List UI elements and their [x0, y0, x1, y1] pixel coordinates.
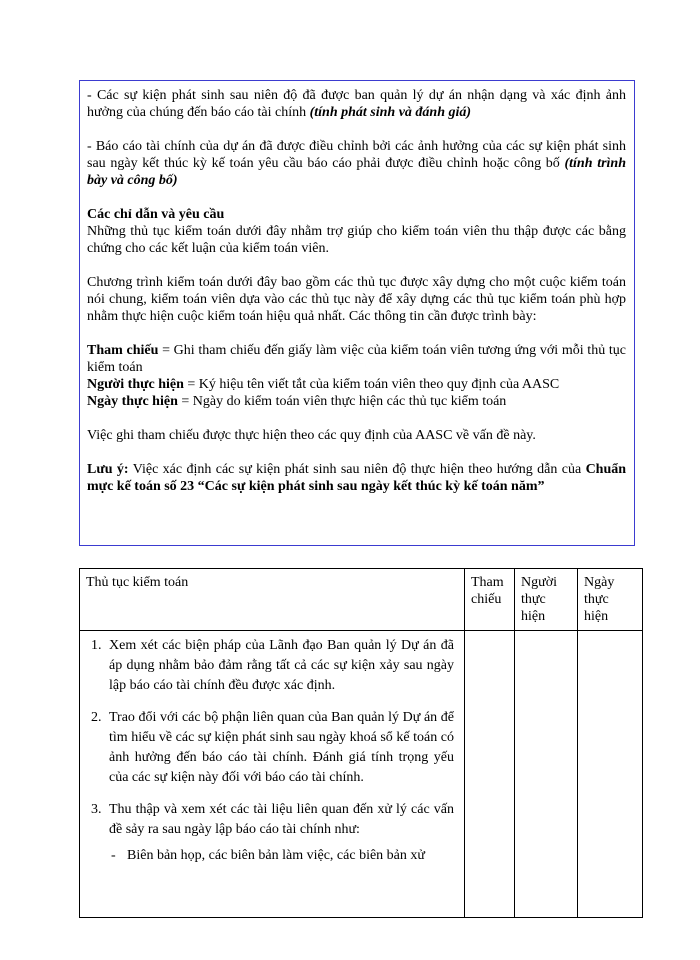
header-procedure: Thủ tục kiểm toán	[80, 569, 465, 631]
definition-date: Ngày thực hiện = Ngày do kiểm toán viên thực hiện các thủ tục kiểm toán	[87, 394, 507, 409]
paragraph-statements-adjusted: - Báo cáo tài chính của dự án đã được điều chỉnh bởi các ảnh hưởng của các sự kiện phát sinh sau ngày kết thúc kỳ kế toán yêu cầu báo cáo phải được điều chỉnh hoặc công bố (tính trình bày và công bố)	[87, 139, 626, 188]
header-reference: Tham chiếu	[465, 569, 515, 631]
instructions-box	[79, 80, 635, 546]
date-cell	[578, 631, 643, 918]
list-item: 1. Xem xét các biện pháp của Lãnh đạo Ban quản lý Dự án đã áp dụng nhằm bảo đảm rằng tất cả các sự kiện xảy sau ngày lập báo cáo tài chính đều được xác định.	[91, 638, 454, 693]
procedure-cell	[80, 631, 465, 918]
header-date: Ngày thực hiện	[578, 569, 643, 631]
paragraph-purpose: Những thủ tục kiểm toán dưới đây nhằm trợ giúp cho kiểm toán viên thu thập được các bằng chứng cho các kết luận của kiểm toán viên.	[87, 224, 626, 256]
definition-performer: Người thực hiện = Ký hiệu tên viết tắt của kiểm toán viên theo quy định của AASC	[87, 377, 560, 392]
procedure-list	[80, 631, 464, 866]
paragraph-program: Chương trình kiểm toán dưới đây bao gồm các thủ tục được xây dựng cho một cuộc kiểm toán nói chung, kiểm toán viên dựa vào các thủ tục này để xây dựng các thủ tục kiểm toán phù hợp nhằm thực hiện cuộc kiểm toán hiệu quả nhất. Các thông tin cần được trình bày:	[87, 275, 626, 324]
list-item: 2. Trao đổi với các bộ phận liên quan của Ban quản lý Dự án để tìm hiểu về các sự kiện phát sinh sau ngày khoá sổ kế toán có ảnh hưởng đến báo cáo tài chính. Đánh giá tính trọng yếu của các sự kiện này đối với báo cáo tài chính.	[91, 710, 454, 785]
sub-list-item: - Biên bản họp, các biên bản làm việc, các biên bản xử	[111, 848, 425, 863]
paragraph-reference-rules: Việc ghi tham chiếu được thực hiện theo các quy định của AASC về vấn đề này.	[87, 428, 536, 443]
audit-procedures-table	[79, 568, 643, 918]
header-performer: Người thực hiện	[515, 569, 578, 631]
list-item: 3. Thu thập và xem xét các tài liệu liên quan đến xử lý các vấn đề sảy ra sau ngày lập báo cáo tài chính như: - Biên bản họp, các biên bản làm việc, các biên bản xử	[80, 795, 464, 866]
table-header-row	[80, 569, 643, 631]
performer-cell	[515, 631, 578, 918]
paragraph-note: Lưu ý: Việc xác định các sự kiện phát sinh sau niên độ thực hiện theo hướng dẫn của Chuẩn mực kế toán số 23 “Các sự kiện phát sinh sau ngày kết thúc kỳ kế toán năm”	[87, 462, 627, 494]
section-heading: Các chỉ dẫn và yêu cầu	[87, 207, 225, 222]
table-row	[80, 631, 643, 918]
paragraph-events-identified: - Các sự kiện phát sinh sau niên độ đã được ban quản lý dự án nhận dạng và xác định ảnh hưởng của chúng đến báo cáo tài chính (tính phát sinh và đánh giá)	[87, 88, 626, 120]
reference-cell	[465, 631, 515, 918]
definition-reference: Tham chiếu = Ghi tham chiếu đến giấy làm việc của kiểm toán viên tương ứng với mỗi thủ tục kiểm toán	[87, 343, 626, 375]
